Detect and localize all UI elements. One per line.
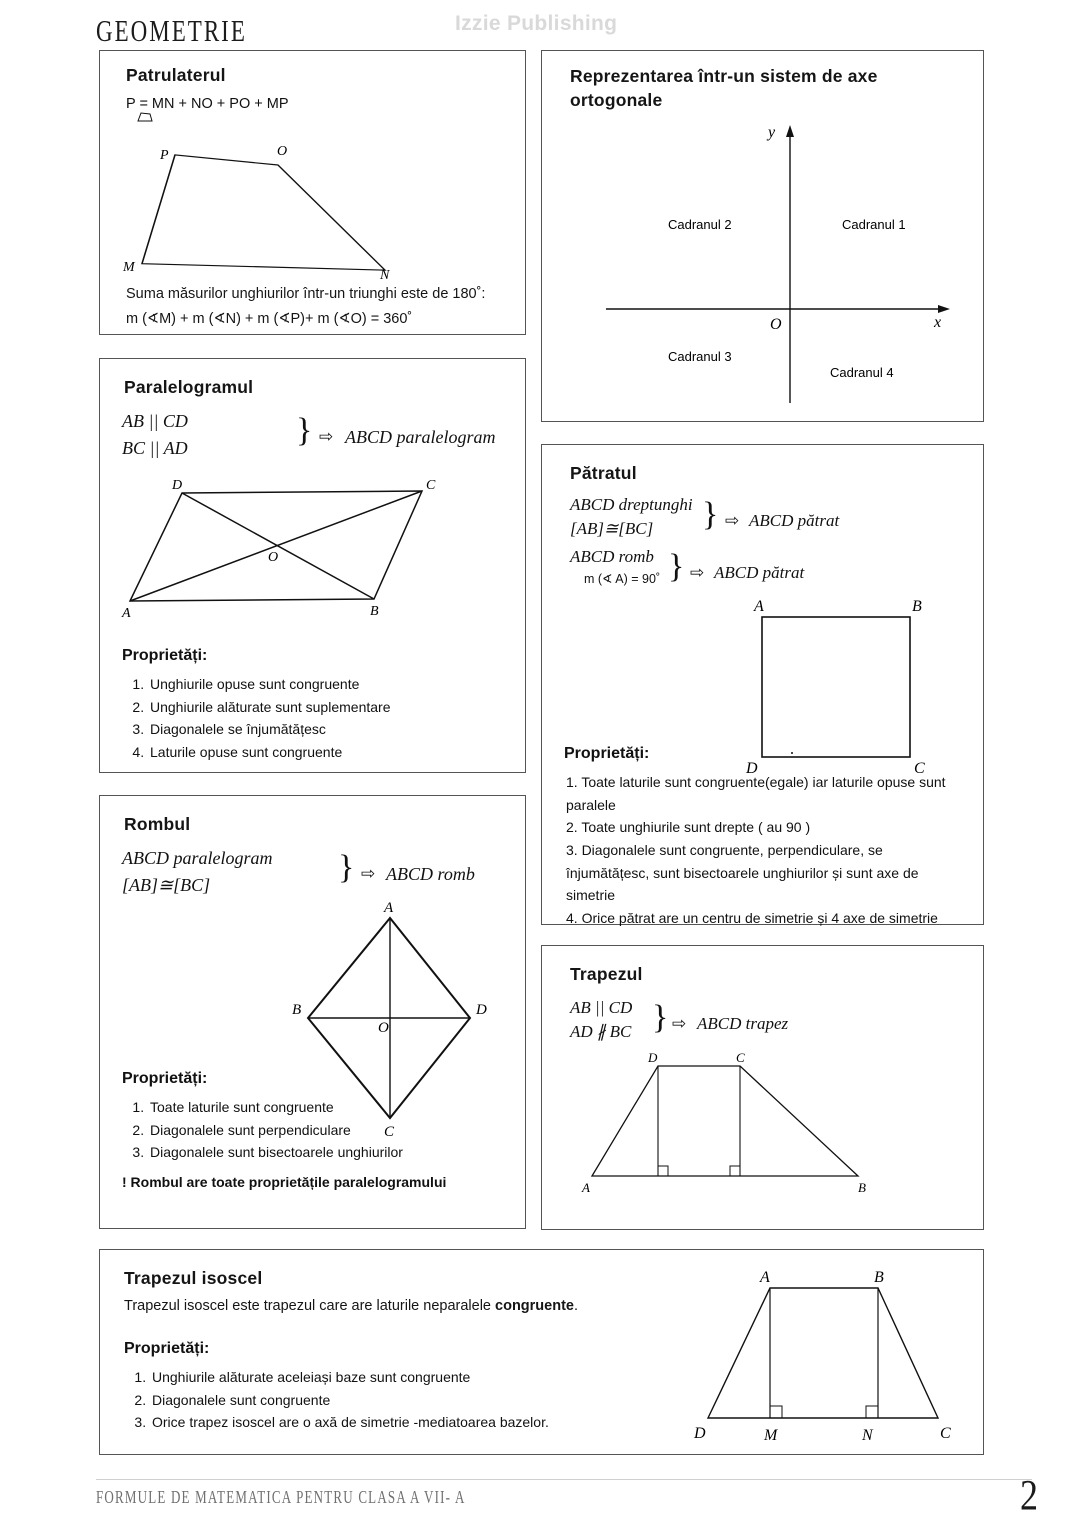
patrulaterul-text1: Suma măsurilor unghiurilor într-un triunghi este de 180˚:: [126, 286, 486, 302]
card-patratul: [541, 444, 984, 925]
definition-part-a: Trapezul isoscel este trapezul care are laturile neparalele: [124, 1298, 496, 1314]
patrulaterul-formula-text: P = MN + NO + PO + MP: [126, 96, 289, 112]
list-item: 3. Diagonalele sunt congruente, perpendiculare, se înjumătățesc, sunt bisectoarele unghiurilor și sunt axe de simetrie: [566, 842, 919, 904]
romb-note: ! Rombul are toate proprietățile paralelogramului: [122, 1174, 447, 1190]
paralelogram-figure: [122, 478, 462, 631]
trapez-figure: [580, 1050, 920, 1218]
list-item: 2. Unghiurile alăturate sunt suplementare: [148, 696, 528, 719]
card-title-rombul: Rombul: [124, 814, 191, 834]
svg-text:D: D: [476, 1002, 487, 1018]
svg-text:C: C: [384, 1124, 395, 1140]
trapez-isoscel-definition: [124, 1296, 578, 1317]
svg-text:Cadranul 1: Cadranul 1: [842, 217, 906, 232]
quadrilateral-icon: [136, 111, 154, 123]
paralelogram-props-title: Proprietăți:: [122, 647, 208, 664]
svg-text:y: y: [768, 124, 776, 141]
card-title-patratul: Pătratul: [570, 463, 637, 483]
trapez-cond1: AB || CD: [570, 998, 633, 1017]
patrat-result1: ABCD pătrat: [749, 511, 840, 530]
patrat-figure: [732, 598, 962, 781]
implies-icon: ⇨: [725, 511, 740, 530]
trapez-isoscel-props-list: [124, 1366, 680, 1434]
list-item: 2. Diagonalele sunt congruente: [150, 1389, 680, 1412]
svg-text:D: D: [172, 478, 183, 493]
svg-text:O: O: [268, 550, 279, 565]
page-title: GEOMETRIE: [96, 14, 247, 48]
definition-emphasis: congruente: [495, 1298, 574, 1314]
trapez-isoscel-props-title: Proprietăți:: [124, 1340, 210, 1357]
footer-note: FORMULE DE MATEMATICA PENTRU CLASA A VII- A: [96, 1487, 466, 1508]
footer-divider: [96, 1479, 1032, 1480]
svg-text:B: B: [912, 598, 922, 615]
list-item: 1. Toate laturile sunt congruente(egale) iar laturile opuse sunt paralele: [566, 774, 946, 813]
list-item: 3. Diagonalele se înjumătățesc: [148, 718, 528, 741]
svg-text:O: O: [378, 1020, 389, 1036]
romb-cond1: ABCD paralelogram: [122, 848, 273, 868]
list-item: 1. Unghiurile alăturate aceleiași baze sunt congruente: [150, 1366, 680, 1389]
patrat-cond2b: m (∢ A) = 90˚: [584, 572, 661, 586]
svg-text:B: B: [370, 604, 379, 619]
svg-text:C: C: [940, 1425, 951, 1442]
svg-text:O: O: [770, 316, 782, 333]
card-rombul: [99, 795, 526, 1229]
svg-text:N: N: [380, 268, 390, 283]
svg-text:M: M: [764, 1427, 778, 1444]
list-item: 3. Orice trapez isoscel are o axă de simetrie -mediatoarea bazelor.: [150, 1411, 680, 1434]
trapez-result: ABCD trapez: [697, 1014, 789, 1033]
list-item: 4. Laturile opuse sunt congruente: [148, 741, 528, 764]
svg-text:x: x: [934, 314, 942, 331]
patrat-cond1b: [AB]≅[BC]: [570, 519, 654, 538]
paralelogram-cond1: AB || CD: [122, 411, 188, 431]
trapez-isoscel-figure: [690, 1270, 970, 1450]
patrat-props-title: Proprietăți:: [564, 745, 650, 762]
card-trapezul-isoscel: [99, 1249, 984, 1455]
page-number: 2: [1020, 1471, 1038, 1520]
definition-part-c: .: [573, 1298, 579, 1314]
patrat-result2: ABCD pătrat: [714, 563, 805, 582]
svg-text:B: B: [874, 1269, 884, 1286]
list-item: 4. Orice pătrat are un centru de simetrie și 4 axe de simetrie: [566, 910, 938, 927]
svg-text:B: B: [292, 1002, 302, 1018]
brace-icon: }: [652, 999, 669, 1036]
card-title-paralelogramul: Paralelogramul: [124, 377, 254, 397]
paralelogram-result: ABCD paralelogram: [345, 427, 496, 447]
implies-icon: ⇨: [319, 427, 334, 446]
patrulaterul-text2: m (∢M) + m (∢N) + m (∢P)+ m (∢O) = 360˚: [126, 311, 413, 327]
svg-text:N: N: [862, 1427, 873, 1444]
card-trapezul: [541, 945, 984, 1230]
brace-icon: }: [702, 496, 719, 533]
svg-text:C: C: [914, 760, 925, 777]
card-title-axe: Reprezentarea într-un sistem de axe ortogonale: [570, 66, 878, 110]
svg-text:C: C: [736, 1050, 745, 1065]
svg-text:P: P: [160, 148, 169, 163]
patrulaterul-figure: [120, 129, 420, 289]
patrat-props-list: [566, 771, 964, 930]
patrulaterul-formula: [126, 96, 289, 112]
romb-cond2: [AB]≅[BC]: [122, 875, 211, 895]
list-item: 1. Toate laturile sunt congruente: [148, 1096, 478, 1119]
svg-text:A: A: [760, 1269, 770, 1286]
implies-icon: ⇨: [672, 1014, 687, 1033]
list-item: 3. Diagonalele sunt bisectoarele unghiurilor: [148, 1141, 478, 1164]
implies-icon: ⇨: [690, 563, 705, 582]
list-item: 2. Toate unghiurile sunt drepte ( au 90 ): [566, 819, 811, 836]
card-title-trapezul-isoscel: Trapezul isoscel: [124, 1268, 263, 1288]
patrat-cond1a: ABCD dreptunghi: [570, 495, 693, 514]
paralelogram-props-list: [122, 673, 528, 764]
romb-props-list: [122, 1096, 478, 1164]
svg-text:Cadranul 3: Cadranul 3: [668, 349, 732, 364]
brace-icon: }: [668, 548, 685, 585]
axes-figure: [562, 113, 962, 413]
trapez-cond2: AD ∦ BC: [570, 1022, 632, 1041]
card-patrulaterul: [99, 50, 526, 335]
svg-text:A: A: [582, 1180, 590, 1195]
svg-text:C: C: [426, 478, 436, 493]
patrat-cond2a: ABCD romb: [570, 547, 654, 566]
card-title-trapezul: Trapezul: [570, 964, 643, 984]
svg-text:Cadranul 2: Cadranul 2: [668, 217, 732, 232]
brace-icon: }: [338, 849, 355, 886]
svg-text:A: A: [754, 598, 764, 615]
card-title-patrulaterul: Patrulaterul: [126, 65, 226, 85]
brace-icon: }: [296, 412, 313, 449]
svg-text:O: O: [277, 144, 288, 159]
card-axe-ortogonale: [541, 50, 984, 422]
paralelogram-cond2: BC || AD: [122, 438, 188, 458]
list-item: 1. Unghiurile opuse sunt congruente: [148, 673, 528, 696]
svg-text:D: D: [746, 760, 758, 777]
romb-props-title: Proprietăți:: [122, 1070, 208, 1087]
svg-text:A: A: [122, 606, 131, 621]
list-item: 2. Diagonalele sunt perpendiculare: [148, 1119, 478, 1142]
svg-text:A: A: [384, 900, 394, 916]
svg-text:B: B: [858, 1180, 866, 1195]
svg-text:D: D: [648, 1050, 658, 1065]
svg-text:Cadranul 4: Cadranul 4: [830, 365, 894, 380]
svg-text:D: D: [694, 1425, 706, 1442]
implies-icon: ⇨: [361, 864, 376, 883]
card-paralelogramul: [99, 358, 526, 773]
romb-result: ABCD romb: [386, 864, 475, 884]
svg-text:M: M: [123, 260, 135, 275]
watermark: Izzie Publishing: [455, 12, 618, 35]
